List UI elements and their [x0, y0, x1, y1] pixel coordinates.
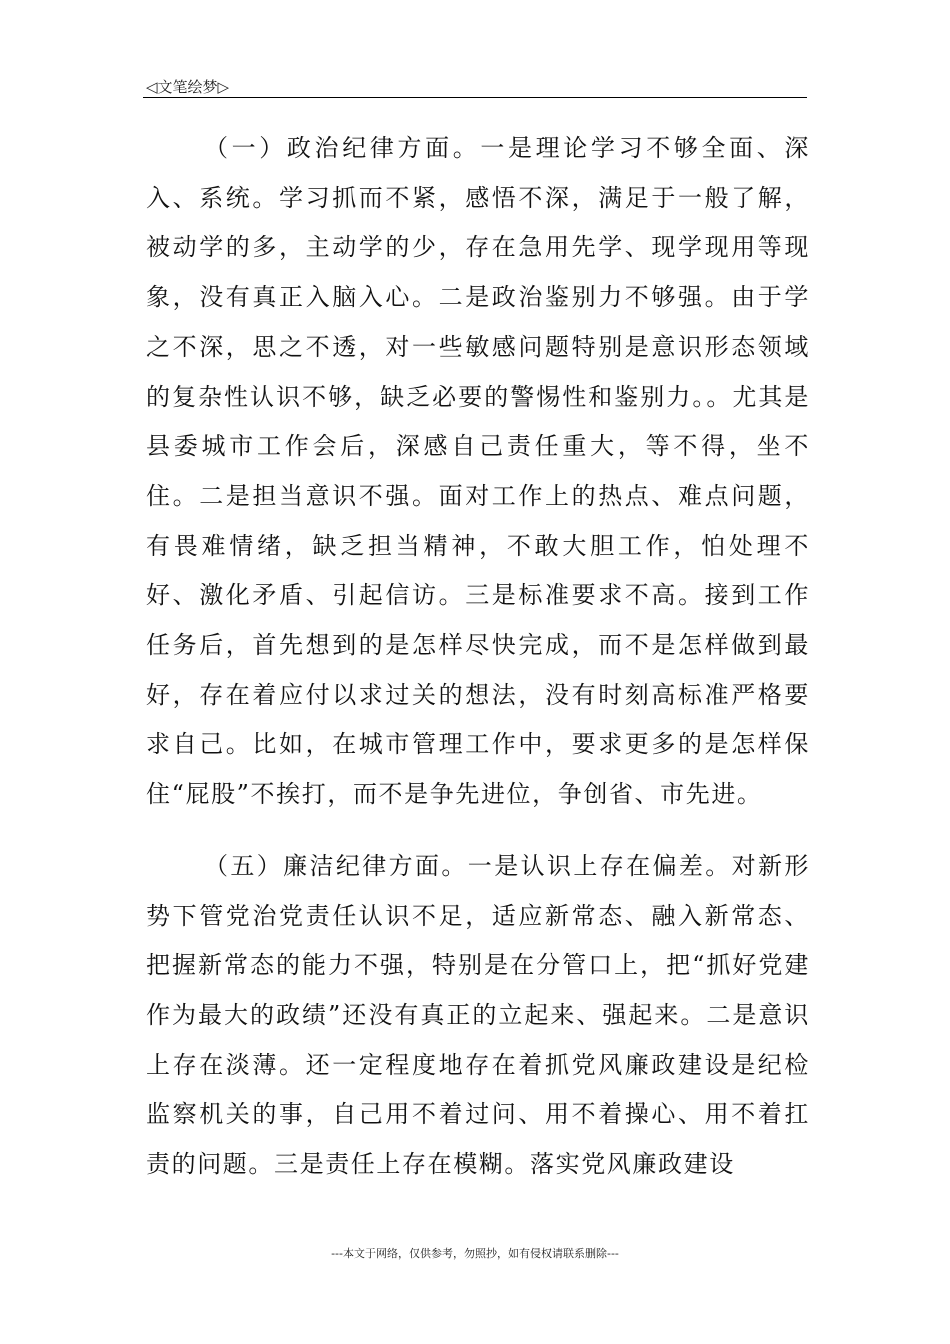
header-divider — [143, 97, 807, 98]
paragraph-integrity-discipline: （五）廉洁纪律方面。一是认识上存在偏差。对新形势下管党治党责任认识不足，适应新常态、融入新常态、把握新常态的能力不强，特别是在分管口上，把“抓好党建作为最大的政绩”还没有真正的立起来、强起来。二是意识上存在淡薄。还一定程度地存在着抓党风廉政建设是纪检监察机关的事，自己用不着过问、用不着操心、用不着扛责的问题。三是责任上存在模糊。落实党风廉政建设 — [146, 851, 810, 1179]
header-brand: ◁文笔绘梦▷ — [146, 78, 230, 96]
footer-disclaimer: ---本文于网络，仅供参考，勿照抄，如有侵权请联系删除--- — [331, 1247, 619, 1260]
paragraph-political-discipline: （一）政治纪律方面。一是理论学习不够全面、深入、系统。学习抓而不紧，感悟不深，满足于一般了解，被动学的多，主动学的少，存在急用先学、现学现用等现象，没有真正入脑入心。二是政治鉴别力不够强。由于学之不深，思之不透，对一些敏感问题特别是意识形态领域的复杂性认识不够，缺乏必要的警惕性和鉴别力。。尤其是县委城市工作会后，深感自己责任重大，等不得，坐不住。二是担当意识不强。面对工作上的热点、难点问题，有畏难情绪，缺乏担当精神，不敢大胆工作，怕处理不好、激化矛盾、引起信访。三是标准要求不高。接到工作任务后，首先想到的是怎样尽快完成，而不是怎样做到最好，存在着应付以求过关的想法，没有时刻高标准严格要求自己。比如，在城市管理工作中，要求更多的是怎样保住“屁股”不挨打，而不是争先进位，争创省、市先进。 — [146, 134, 810, 809]
document-body — [146, 124, 810, 1190]
